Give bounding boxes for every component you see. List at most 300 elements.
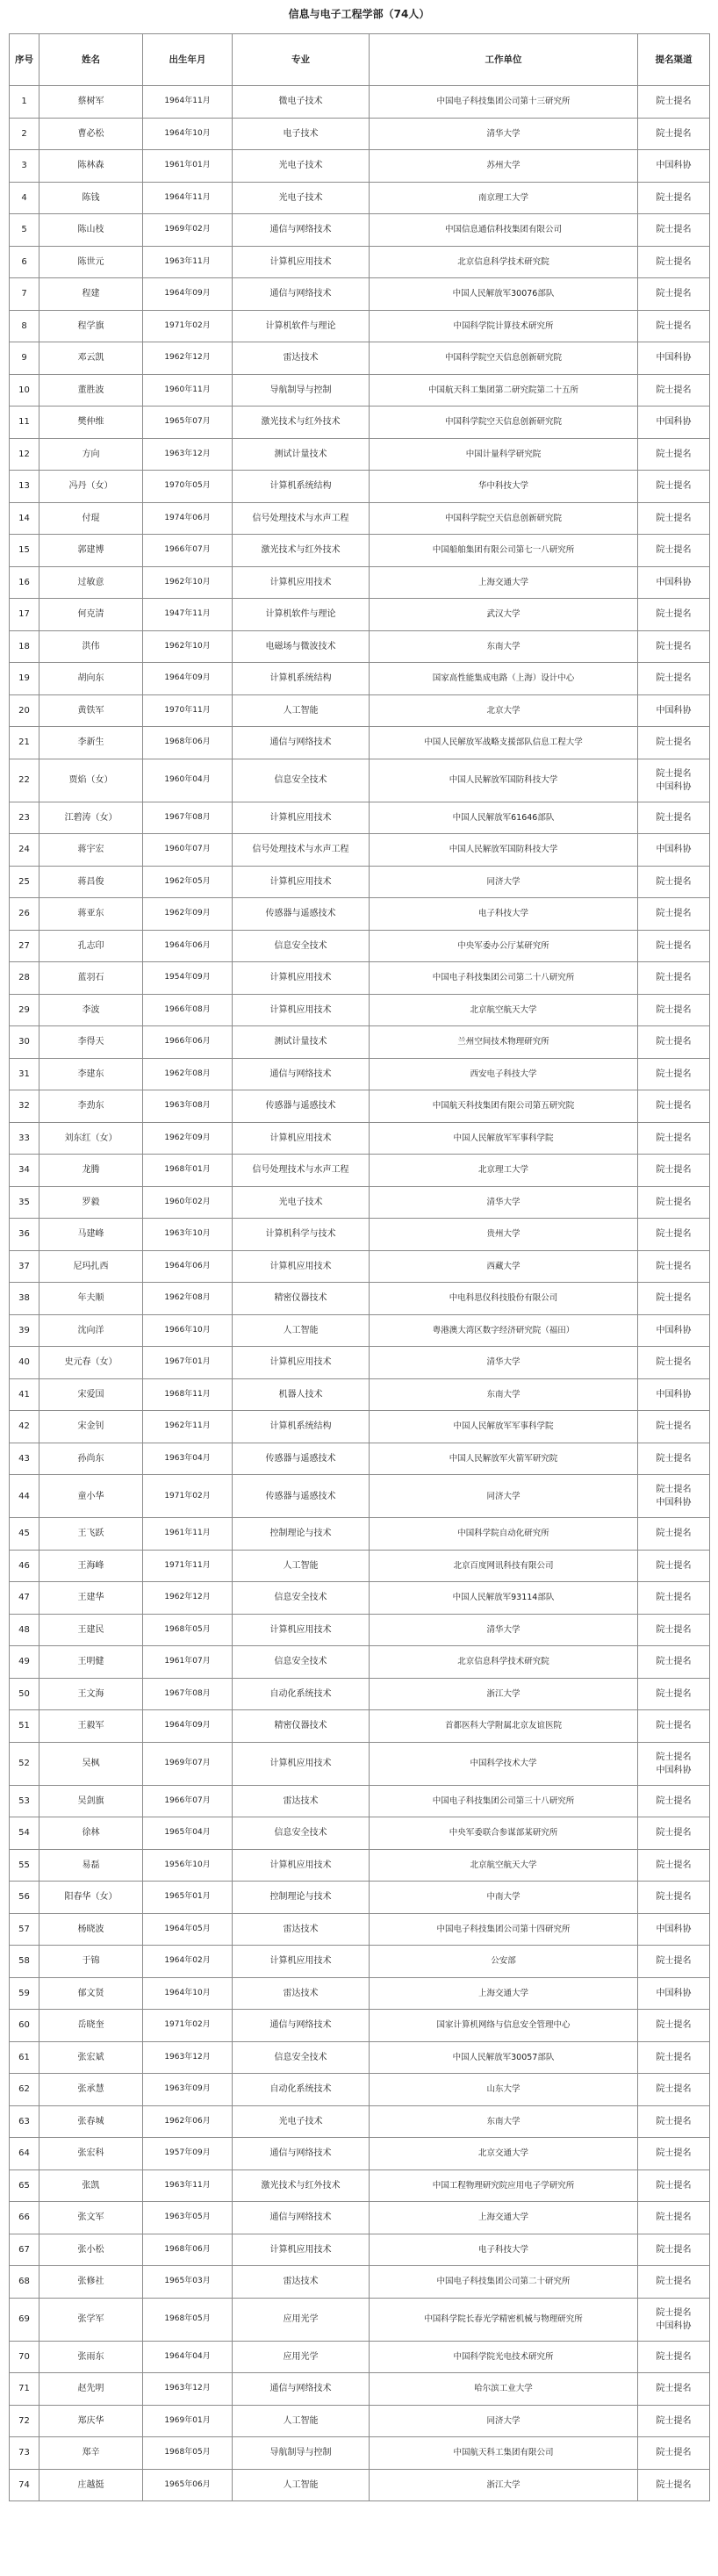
channel-label: 院士提名 xyxy=(656,513,692,523)
cell-unit: 东南大学 xyxy=(370,630,638,663)
cell-unit: 电子科技大学 xyxy=(370,898,638,931)
cell-no: 7 xyxy=(10,278,39,311)
channel-label: 院士提名 xyxy=(656,128,692,139)
cell-unit: 中国电子科技集团公司第三十八研究所 xyxy=(370,1785,638,1817)
cell-no: 26 xyxy=(10,898,39,931)
channel-label: 院士提名 xyxy=(656,973,692,983)
cell-name: 徐林 xyxy=(39,1817,143,1850)
cell-name: 杨晓波 xyxy=(39,1913,143,1946)
table-row xyxy=(10,2234,710,2266)
channel-label: 院士提名 xyxy=(656,2448,692,2458)
cell-name: 陈林森 xyxy=(39,150,143,183)
cell-no: 12 xyxy=(10,438,39,471)
cell-channel xyxy=(638,1155,710,1187)
channel-label: 院士提名 xyxy=(656,1828,692,1838)
cell-name: 张承慧 xyxy=(39,2074,143,2106)
cell-channel xyxy=(638,2341,710,2373)
cell-name: 陈钱 xyxy=(39,182,143,214)
cell-birth: 1966年10月 xyxy=(143,1314,233,1347)
cell-birth: 1969年07月 xyxy=(143,1742,233,1785)
cell-channel xyxy=(638,2074,710,2106)
cell-major: 人工智能 xyxy=(233,2405,370,2437)
cell-unit: 中国科学院空天信息创新研究院 xyxy=(370,502,638,535)
cell-major: 信息安全技术 xyxy=(233,930,370,962)
cell-channel xyxy=(638,2405,710,2437)
cell-unit: 北京交通大学 xyxy=(370,2138,638,2170)
cell-name: 孔志印 xyxy=(39,930,143,962)
cell-name: 郭建博 xyxy=(39,535,143,567)
cell-unit: 电子科技大学 xyxy=(370,2234,638,2266)
cell-unit: 中南大学 xyxy=(370,1882,638,1914)
cell-major: 精密仪器技术 xyxy=(233,1710,370,1743)
cell-no: 31 xyxy=(10,1058,39,1090)
cell-major: 计算机应用技术 xyxy=(233,802,370,834)
cell-channel xyxy=(638,1582,710,1615)
cell-major: 雷达技术 xyxy=(233,1913,370,1946)
cell-unit: 公安部 xyxy=(370,1946,638,1978)
cell-unit: 中国人民解放军国防科技大学 xyxy=(370,834,638,867)
cell-birth: 1956年10月 xyxy=(143,1849,233,1882)
cell-unit: 中国人民解放军战略支援部队信息工程大学 xyxy=(370,727,638,759)
cell-unit: 浙江大学 xyxy=(370,1678,638,1710)
channel-label: 院士提名 xyxy=(656,449,692,459)
cell-channel xyxy=(638,1646,710,1679)
cell-unit: 中电科思仪科技股份有限公司 xyxy=(370,1283,638,1315)
cell-channel xyxy=(638,2169,710,2202)
cell-channel xyxy=(638,2298,710,2341)
cell-unit: 同济大学 xyxy=(370,866,638,898)
channel-label: 院士提名 xyxy=(656,192,692,203)
cell-no: 37 xyxy=(10,1250,39,1283)
cell-unit: 兰州空间技术物理研究所 xyxy=(370,1026,638,1059)
cell-no: 43 xyxy=(10,1443,39,1475)
cell-major: 信号处理技术与水声工程 xyxy=(233,502,370,535)
cell-no: 20 xyxy=(10,694,39,727)
cell-birth: 1960年04月 xyxy=(143,759,233,802)
cell-channel xyxy=(638,759,710,802)
cell-no: 36 xyxy=(10,1219,39,1251)
cell-birth: 1966年08月 xyxy=(143,994,233,1026)
channel-label: 院士提名 xyxy=(656,2180,692,2191)
cell-unit: 中国人民解放军30057部队 xyxy=(370,2041,638,2074)
cell-birth: 1962年05月 xyxy=(143,866,233,898)
cell-name: 李得天 xyxy=(39,1026,143,1059)
cell-major: 信息安全技术 xyxy=(233,1582,370,1615)
cell-unit: 中国电子科技集团公司第十三研究所 xyxy=(370,86,638,119)
cell-channel xyxy=(638,438,710,471)
cell-unit: 贵州大学 xyxy=(370,1219,638,1251)
cell-no: 55 xyxy=(10,1849,39,1882)
channel-label: 院士提名 xyxy=(656,1069,692,1079)
cell-birth: 1971年02月 xyxy=(143,1475,233,1518)
cell-name: 赵先明 xyxy=(39,2373,143,2406)
cell-major: 导航制导与控制 xyxy=(233,2437,370,2470)
cell-birth: 1962年10月 xyxy=(143,566,233,599)
cell-unit: 中国工程物理研究院应用电子学研究所 xyxy=(370,2169,638,2202)
cell-channel xyxy=(638,1219,710,1251)
cell-unit: 中国人民解放军30076部队 xyxy=(370,278,638,311)
cell-major: 控制理论与技术 xyxy=(233,1518,370,1551)
cell-unit: 清华大学 xyxy=(370,1614,638,1646)
table-row xyxy=(10,471,710,503)
table-row xyxy=(10,438,710,471)
channel-label: 院士提名 xyxy=(656,812,692,823)
cell-birth: 1974年06月 xyxy=(143,502,233,535)
cell-no: 57 xyxy=(10,1913,39,1946)
channel-label: 院士提名 xyxy=(656,1485,692,1494)
cell-name: 张春城 xyxy=(39,2105,143,2138)
cell-name: 胡向东 xyxy=(39,663,143,695)
cell-no: 40 xyxy=(10,1347,39,1379)
cell-unit: 中国人民解放军93114部队 xyxy=(370,1582,638,1615)
channel-label: 院士提名 xyxy=(656,1453,692,1464)
cell-name: 陈世元 xyxy=(39,246,143,278)
table-row xyxy=(10,150,710,183)
cell-channel xyxy=(638,898,710,931)
header-channel: 提名渠道 xyxy=(638,34,710,86)
cell-name: 罗毅 xyxy=(39,1186,143,1219)
cell-birth: 1963年09月 xyxy=(143,2074,233,2106)
cell-major: 传感器与遥感技术 xyxy=(233,1475,370,1518)
cell-major: 机器人技术 xyxy=(233,1378,370,1411)
cell-channel xyxy=(638,802,710,834)
cell-major: 光电子技术 xyxy=(233,182,370,214)
cell-major: 通信与网络技术 xyxy=(233,727,370,759)
cell-unit: 上海交通大学 xyxy=(370,1977,638,2010)
table-row xyxy=(10,214,710,247)
cell-channel xyxy=(638,535,710,567)
cell-unit: 同济大学 xyxy=(370,1475,638,1518)
table-row xyxy=(10,802,710,834)
channel-label: 院士提名 xyxy=(656,1101,692,1112)
cell-major: 传感器与遥感技术 xyxy=(233,898,370,931)
cell-unit: 北京航空航天大学 xyxy=(370,1849,638,1882)
cell-major: 计算机应用技术 xyxy=(233,866,370,898)
cell-birth: 1971年02月 xyxy=(143,2010,233,2042)
cell-channel xyxy=(638,1742,710,1785)
cell-no: 3 xyxy=(10,150,39,183)
cell-major: 信号处理技术与水声工程 xyxy=(233,834,370,867)
cell-no: 30 xyxy=(10,1026,39,1059)
cell-major: 测试计量技术 xyxy=(233,438,370,471)
cell-no: 61 xyxy=(10,2041,39,2074)
cell-birth: 1966年06月 xyxy=(143,1026,233,1059)
cell-channel xyxy=(638,994,710,1026)
cell-major: 导航制导与控制 xyxy=(233,374,370,407)
cell-no: 63 xyxy=(10,2105,39,2138)
cell-channel xyxy=(638,2105,710,2138)
cell-channel xyxy=(638,1882,710,1914)
cell-major: 信息安全技术 xyxy=(233,1646,370,1679)
cell-name: 贾焰（女） xyxy=(39,759,143,802)
cell-name: 李劲东 xyxy=(39,1090,143,1123)
cell-no: 19 xyxy=(10,663,39,695)
cell-birth: 1965年01月 xyxy=(143,1882,233,1914)
cell-no: 13 xyxy=(10,471,39,503)
cell-unit: 中国航天科工集团第二研究院第二十五所 xyxy=(370,374,638,407)
channel-label: 院士提名 xyxy=(656,2148,692,2159)
cell-name: 洪伟 xyxy=(39,630,143,663)
channel-label: 院士提名 xyxy=(656,1721,692,1731)
cell-channel xyxy=(638,1977,710,2010)
table-row xyxy=(10,2105,710,2138)
channel-label: 中国科协 xyxy=(656,1498,692,1507)
cell-major: 传感器与遥感技术 xyxy=(233,1443,370,1475)
cell-birth: 1961年11月 xyxy=(143,1518,233,1551)
cell-name: 宋金钊 xyxy=(39,1411,143,1443)
cell-birth: 1965年07月 xyxy=(143,407,233,439)
cell-birth: 1963年12月 xyxy=(143,2041,233,2074)
cell-name: 张宏斌 xyxy=(39,2041,143,2074)
cell-birth: 1964年06月 xyxy=(143,1250,233,1283)
cell-name: 易磊 xyxy=(39,1849,143,1882)
cell-no: 15 xyxy=(10,535,39,567)
cell-channel xyxy=(638,1614,710,1646)
cell-unit: 北京理工大学 xyxy=(370,1155,638,1187)
table-row xyxy=(10,1411,710,1443)
cell-no: 14 xyxy=(10,502,39,535)
channel-label: 院士提名 xyxy=(656,385,692,395)
table-row xyxy=(10,1785,710,1817)
cell-name: 王文海 xyxy=(39,1678,143,1710)
cell-unit: 哈尔滨工业大学 xyxy=(370,2373,638,2406)
cell-name: 宋爱国 xyxy=(39,1378,143,1411)
cell-channel xyxy=(638,630,710,663)
channel-label: 院士提名 xyxy=(656,1261,692,1271)
cell-major: 微电子技术 xyxy=(233,86,370,119)
cell-major: 信息安全技术 xyxy=(233,759,370,802)
channel-label: 院士提名 xyxy=(656,738,692,748)
channel-label: 院士提名 xyxy=(656,641,692,651)
cell-no: 72 xyxy=(10,2405,39,2437)
channel-label: 院士提名 xyxy=(656,1795,692,1806)
table-row xyxy=(10,1614,710,1646)
cell-no: 62 xyxy=(10,2074,39,2106)
table-row xyxy=(10,1122,710,1155)
cell-birth: 1967年08月 xyxy=(143,802,233,834)
cell-name: 蓝羽石 xyxy=(39,962,143,995)
cell-name: 何克清 xyxy=(39,599,143,631)
table-row xyxy=(10,1155,710,1187)
header-name: 姓名 xyxy=(39,34,143,86)
table-row xyxy=(10,1250,710,1283)
channel-label: 院士提名 xyxy=(656,768,692,779)
cell-birth: 1968年05月 xyxy=(143,1614,233,1646)
channel-label: 中国科协 xyxy=(656,1988,692,1998)
cell-major: 计算机应用技术 xyxy=(233,1250,370,1283)
cell-channel xyxy=(638,1314,710,1347)
table-row xyxy=(10,374,710,407)
table-row xyxy=(10,1817,710,1850)
channel-label: 中国科协 xyxy=(656,417,692,428)
cell-no: 4 xyxy=(10,182,39,214)
cell-channel xyxy=(638,502,710,535)
table-row xyxy=(10,1283,710,1315)
cell-name: 郑辛 xyxy=(39,2437,143,2470)
channel-label: 院士提名 xyxy=(656,1529,692,1539)
cell-birth: 1965年06月 xyxy=(143,2469,233,2501)
cell-no: 70 xyxy=(10,2341,39,2373)
cell-birth: 1964年11月 xyxy=(143,86,233,119)
cell-birth: 1970年11月 xyxy=(143,694,233,727)
cell-name: 庄越挺 xyxy=(39,2469,143,2501)
cell-major: 电磁场与微波技术 xyxy=(233,630,370,663)
cell-no: 74 xyxy=(10,2469,39,2501)
cell-unit: 中国科学院空天信息创新研究院 xyxy=(370,407,638,439)
cell-unit: 清华大学 xyxy=(370,1347,638,1379)
cell-major: 计算机应用技术 xyxy=(233,1946,370,1978)
cell-birth: 1963年05月 xyxy=(143,2202,233,2234)
channel-label: 中国科协 xyxy=(656,2321,692,2331)
cell-channel xyxy=(638,310,710,342)
cell-name: 刘东红（女） xyxy=(39,1122,143,1155)
cell-major: 通信与网络技术 xyxy=(233,214,370,247)
cell-major: 电子技术 xyxy=(233,118,370,150)
cell-unit: 中国航天科技集团有限公司第五研究院 xyxy=(370,1090,638,1123)
cell-major: 信息安全技术 xyxy=(233,1817,370,1850)
cell-no: 1 xyxy=(10,86,39,119)
table-row xyxy=(10,246,710,278)
channel-label: 院士提名 xyxy=(656,1892,692,1903)
cell-birth: 1963年12月 xyxy=(143,2373,233,2406)
channel-label: 院士提名 xyxy=(656,2479,692,2490)
cell-unit: 东南大学 xyxy=(370,1378,638,1411)
cell-no: 53 xyxy=(10,1785,39,1817)
cell-no: 60 xyxy=(10,2010,39,2042)
cell-channel xyxy=(638,1250,710,1283)
table-row xyxy=(10,278,710,311)
cell-major: 自动化系统技术 xyxy=(233,2074,370,2106)
cell-unit: 中国科学院长春光学精密机械与物理研究所 xyxy=(370,2298,638,2341)
cell-name: 王明健 xyxy=(39,1646,143,1679)
table-row xyxy=(10,630,710,663)
cell-name: 付琨 xyxy=(39,502,143,535)
table-row xyxy=(10,599,710,631)
cell-name: 张凯 xyxy=(39,2169,143,2202)
cell-unit: 清华大学 xyxy=(370,118,638,150)
cell-unit: 清华大学 xyxy=(370,1186,638,1219)
cell-major: 计算机应用技术 xyxy=(233,566,370,599)
cell-unit: 中央军委办公厅某研究所 xyxy=(370,930,638,962)
cell-birth: 1964年10月 xyxy=(143,118,233,150)
cell-unit: 北京信息科学技术研究院 xyxy=(370,246,638,278)
table-row xyxy=(10,1475,710,1518)
cell-no: 48 xyxy=(10,1614,39,1646)
cell-birth: 1970年05月 xyxy=(143,471,233,503)
cell-unit: 中国人民解放军军事科学院 xyxy=(370,1122,638,1155)
channel-label: 中国科协 xyxy=(656,1325,692,1335)
table-row xyxy=(10,1026,710,1059)
cell-no: 56 xyxy=(10,1882,39,1914)
cell-name: 黄铁军 xyxy=(39,694,143,727)
header-no: 序号 xyxy=(10,34,39,86)
cell-major: 计算机系统结构 xyxy=(233,1411,370,1443)
cell-channel xyxy=(638,2373,710,2406)
channel-label: 中国科协 xyxy=(656,705,692,716)
cell-unit: 中国信息通信科技集团有限公司 xyxy=(370,214,638,247)
cell-major: 雷达技术 xyxy=(233,2266,370,2299)
cell-major: 计算机应用技术 xyxy=(233,2234,370,2266)
cell-no: 49 xyxy=(10,1646,39,1679)
table-row xyxy=(10,1443,710,1475)
cell-major: 光电子技术 xyxy=(233,150,370,183)
cell-name: 王毅军 xyxy=(39,1710,143,1743)
cell-birth: 1964年09月 xyxy=(143,1710,233,1743)
cell-birth: 1968年06月 xyxy=(143,727,233,759)
cell-birth: 1962年12月 xyxy=(143,1582,233,1615)
cell-birth: 1947年11月 xyxy=(143,599,233,631)
cell-no: 5 xyxy=(10,214,39,247)
cell-name: 李建东 xyxy=(39,1058,143,1090)
channel-label: 院士提名 xyxy=(656,256,692,267)
cell-birth: 1962年06月 xyxy=(143,2105,233,2138)
table-row xyxy=(10,86,710,119)
table-row xyxy=(10,1582,710,1615)
cell-no: 2 xyxy=(10,118,39,150)
cell-channel xyxy=(638,374,710,407)
cell-name: 阳春华（女） xyxy=(39,1882,143,1914)
cell-channel xyxy=(638,1710,710,1743)
table-row xyxy=(10,2373,710,2406)
cell-birth: 1965年03月 xyxy=(143,2266,233,2299)
cell-name: 樊仲维 xyxy=(39,407,143,439)
cell-major: 精密仪器技术 xyxy=(233,1283,370,1315)
cell-major: 通信与网络技术 xyxy=(233,2010,370,2042)
cell-no: 73 xyxy=(10,2437,39,2470)
cell-major: 信息安全技术 xyxy=(233,2041,370,2074)
channel-label: 院士提名 xyxy=(656,97,692,107)
nominee-table xyxy=(9,33,710,2501)
cell-channel xyxy=(638,471,710,503)
table-title: 信息与电子工程学部（74人） xyxy=(288,8,430,20)
cell-unit: 粤港澳大湾区数字经济研究院（福田） xyxy=(370,1314,638,1347)
cell-major: 传感器与遥感技术 xyxy=(233,1090,370,1123)
cell-no: 9 xyxy=(10,342,39,375)
cell-no: 22 xyxy=(10,759,39,802)
cell-channel xyxy=(638,2138,710,2170)
cell-name: 张文军 xyxy=(39,2202,143,2234)
cell-birth: 1962年10月 xyxy=(143,630,233,663)
cell-major: 计算机应用技术 xyxy=(233,1614,370,1646)
channel-label: 院士提名 xyxy=(656,673,692,684)
table-row xyxy=(10,1518,710,1551)
cell-unit: 中国人民解放军61646部队 xyxy=(370,802,638,834)
cell-no: 42 xyxy=(10,1411,39,1443)
cell-birth: 1966年07月 xyxy=(143,1785,233,1817)
cell-channel xyxy=(638,1475,710,1518)
cell-no: 21 xyxy=(10,727,39,759)
table-row xyxy=(10,866,710,898)
cell-channel xyxy=(638,1347,710,1379)
channel-label: 院士提名 xyxy=(656,1133,692,1143)
table-row xyxy=(10,118,710,150)
cell-name: 李新生 xyxy=(39,727,143,759)
channel-label: 院士提名 xyxy=(656,2116,692,2126)
cell-no: 10 xyxy=(10,374,39,407)
header-birth: 出生年月 xyxy=(143,34,233,86)
table-row xyxy=(10,535,710,567)
cell-unit: 中国科学院空天信息创新研究院 xyxy=(370,342,638,375)
cell-channel xyxy=(638,1283,710,1315)
cell-unit: 中国人民解放军火箭军研究院 xyxy=(370,1443,638,1475)
cell-unit: 中国航天科工集团有限公司 xyxy=(370,2437,638,2470)
cell-unit: 中央军委联合参谋部某研究所 xyxy=(370,1817,638,1850)
cell-no: 50 xyxy=(10,1678,39,1710)
cell-major: 通信与网络技术 xyxy=(233,1058,370,1090)
cell-major: 应用光学 xyxy=(233,2341,370,2373)
cell-name: 董胜波 xyxy=(39,374,143,407)
cell-major: 人工智能 xyxy=(233,694,370,727)
